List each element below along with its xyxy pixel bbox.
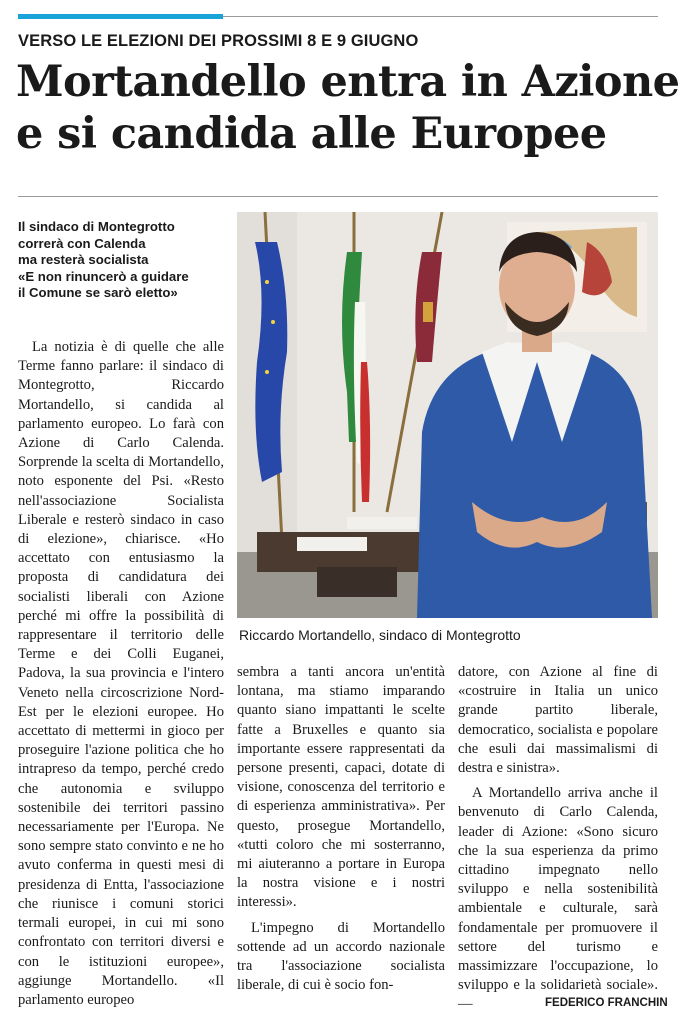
subheadline [18, 219, 228, 302]
subhead-line: correrà con Calenda [18, 235, 146, 251]
body-paragraph: A Mortandello arriva anche il benvenuto di Carlo Calenda, leader di Azione: «Sono sicuro che la sua esperienza da primo cittadino impegnato nello sviluppo e nella sostenibilità ambientale e culturale, sarà fondamentale per promuovere il settore del turismo e massimizzare l'occupazione, lo sviluppo e la solidarietà sociale». — [458, 785, 658, 1013]
article-photo [237, 212, 658, 618]
kicker: VERSO LE ELEZIONI DEI PROSSIMI 8 E 9 GIUGNO [18, 32, 419, 50]
body-paragraph: datore, con Azione al fine di «costruire in Italia un unico grande partito liberale, democratico, socialista e popolare che esuli dai massimalismi di destra e sinistra». [458, 664, 658, 777]
body-paragraph: La notizia è di quelle che alle Terme fanno parlare: il sindaco di Montegrotto, Riccardo Mortandello, si candida al parlamento europeo. Lo farà con Azione di Carlo Calenda. Sorprende la scelta di Mortandello, noto esponente del Psi. «Resto nell'associazione Socialista Liberale e resterò sindaco in caso di elezione», chiarisce. «Ho accettato con entusiasmo la proposta di candidatura dei socialisti liberali con Azione perché mi offre la possibilità di rappresentare il territorio delle Terme e dei Colli Euganei, Padova, la sua provincia e l'intero Veneto nella circoscrizione Nord-Est per le elezioni europee. Ho accettato di mettermi in gioco per proseguire l'azione politica che ho intrapreso da tempo, perché credo che autonomia e sviluppo sostenibile dei territori passino necessariamente per l'Europa. Ne sono sempre stato convinto e ne ho avuto conferma in questi mesi di presidenza di Entta, l'associazione che riunisce i comuni storici termali europei, in cui mi sono confrontato con territori diversi e con le istituzioni europee», aggiunge Mortandello. «Il parlamento europeo [18, 339, 224, 1008]
subhead-line: il Comune se sarò eletto» [18, 285, 178, 301]
photo-caption: Riccardo Mortandello, sindaco di Montegrotto [239, 627, 521, 643]
body-column-1 [18, 338, 224, 1010]
subhead-line: Il sindaco di Montegrotto [18, 219, 175, 234]
headline-line-2: e si candida alle Europee [16, 109, 607, 159]
body-column-3 [458, 663, 658, 1015]
body-paragraph: L'impegno di Mortandello sottende ad un accordo nazionale tra l'associazione socialista liberale, di cui è socio fon- [237, 919, 445, 994]
subhead-line: ma resterà socialista [18, 252, 149, 268]
section-accent-bar [18, 14, 223, 19]
body-paragraph: sembra a tanti ancora un'entità lontana, ma stiamo imparando quanto siano impattanti le scelte fatte a Bruxelles e quanto sia importante essere rappresentati da persone presenti, capaci, dotate di visione, conoscenza del territorio e di esperienza amministrativa». Per questo, prosegue Mortandello, «tutti coloro che mi sosterranno, mi aiuteranno a portare in Europa la nostra visione e i nostri interessi». [237, 664, 445, 911]
body-column-2 [237, 663, 445, 995]
byline: FEDERICO FRANCHIN [545, 997, 668, 1009]
headline-divider [18, 196, 658, 197]
headline-line-1: Mortandello entra in Azione [16, 57, 680, 107]
subhead-line: «E non rinuncerò a guidare [18, 268, 189, 284]
headline [16, 56, 680, 160]
